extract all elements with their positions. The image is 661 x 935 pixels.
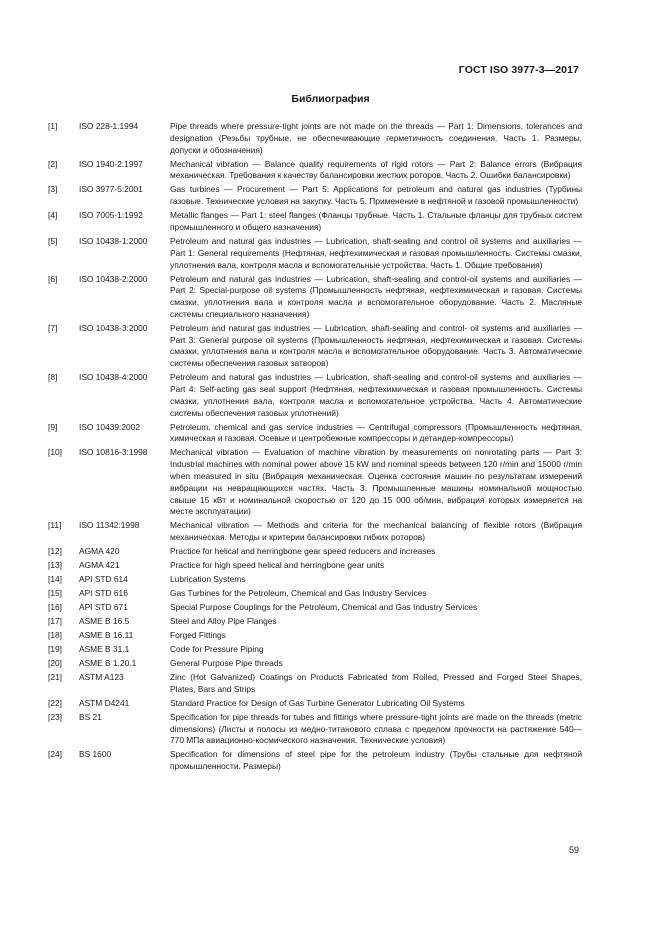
bibliography-entry [48, 630, 582, 642]
standard-code: ISO 10438-4:2000 [79, 372, 148, 383]
entry-number: [12] [48, 546, 62, 557]
entry-number: [19] [48, 644, 62, 655]
entry-number: [4] [48, 210, 58, 221]
entry-number: [24] [48, 749, 62, 760]
bibliography-entry [48, 372, 582, 419]
standard-code: API STD 671 [79, 602, 128, 613]
entry-description: Pipe threads where pressure-tight joints are not made on the threads — Part 1: Dimensions, tolerances and designation (Резьбы трубные, не обеспечивающие герметичность соединения. Часть 1. Размеры, допуски и обозначения) [170, 121, 582, 155]
entry-description: Mechanical vibration — Evaluation of machine vibration by measurements on nonrotating parts — Part 3: Industrial machines with nominal power above 15 kW and nominal speeds between 120 r/min and 15000 r/min when measured in situ (Вибрация механическая. Оценка состояния машин по результатам измерений вибрации на невращающихся частях. Часть 3. Промышленные машины номинальной мощностью свыше 15 кВт и номинальной скоростью от 120 до 15 000 об/мин, вибрация которых измеряется на месте эксплуатации) [170, 447, 582, 517]
standard-code: API STD 614 [79, 574, 128, 585]
standard-code: ASTM D4241 [79, 697, 130, 708]
bibliography-entry [48, 574, 582, 586]
entry-number: [8] [48, 372, 58, 383]
entry-number: [11] [48, 520, 62, 531]
entry-number: [13] [48, 560, 62, 571]
standard-code: ASME B 16.11 [79, 630, 134, 641]
bibliography-entry [48, 210, 582, 234]
entry-description: General Purpose Pipe threads [170, 658, 283, 669]
bibliography-entry [48, 749, 582, 773]
bibliography-entry [48, 274, 582, 321]
entry-number: [23] [48, 711, 62, 722]
standard-code: ISO 10438-3:2000 [79, 322, 148, 333]
entry-number: [3] [48, 184, 58, 195]
bibliography-entry [48, 323, 582, 370]
standard-code: AGMA 421 [79, 560, 120, 571]
standard-code: BS 21 [79, 711, 102, 722]
entry-description: Lubrication Systems [170, 574, 246, 585]
standard-code: ISO 7005-1:1992 [79, 210, 143, 221]
standard-code: ISO 10438-2:2000 [79, 273, 148, 284]
bibliography-title: Библиография [291, 93, 370, 105]
entry-number: [9] [48, 421, 58, 432]
entry-description: Practice for high speed helical and herringbone gear units [170, 560, 385, 571]
entry-description: Zinc (Hot Galvanized) Coatings on Products Fabricated from Rolled, Pressed and Forged Steel Shapes, Plates, Bars and Strips [170, 672, 582, 694]
standard-code: BS 1600 [79, 749, 112, 760]
entry-description: Code for Pressure Piping [170, 644, 264, 655]
entry-description: Metallic flanges — Part 1: steel flanges (Фланцы трубные. Часть 1. Стальные фланцы для трубных систем промышленного и общего назначения) [170, 210, 582, 232]
entry-description: Petroleum, chemical and gas service industries — Centrifugal compressors (Промышленность нефтяная, химическая и газовая. Осевые и центробежные компрессоры и детандер-компрессоры) [170, 421, 582, 444]
standard-code: ASTM A123 [79, 672, 124, 683]
entry-description: Standard Practice for Design of Gas Turbine Generator Lubricating Oil Systems [170, 697, 465, 708]
bibliography-entry [48, 447, 582, 518]
entry-number: [2] [48, 158, 58, 169]
bibliography-entry [48, 159, 582, 183]
entry-description: Petroleum and natural gas industries — Lubrication, shaft-sealing and control oil systems and auxiliaries — Part 1: General requirements (Нефтяная, нефтехимическая и газовая промышленность. Системы смазки, уплотнения вала, контроля масла и вспомогательные устройства. Часть 1. Общие требования) [170, 235, 582, 270]
standard-code: ISO 3977-5:2001 [79, 184, 143, 195]
standard-code: ISO 228-1:1994 [79, 121, 139, 131]
bibliography-entry [48, 236, 582, 271]
entry-description: Mechanical vibration — Methods and criteria for the mechanical balancing of flexible rotors (Вибрация механическая. Методы и критерии балансировки гибких роторов) [170, 520, 582, 543]
standard-code: ASME B 31.1 [79, 644, 130, 655]
entry-description: Petroleum and natural gas industries — Lubrication, shaft-sealing and control- oil systems and auxiliaries — Part 3: General purpose oil systems (Промышленность нефтяная, нефтехимическая и газовая. Системы смазки, уплотнения вала и контроля масла и вспомогательное оборудование. Часть 3. Автоматические системы обеспечения газовых затворов) [170, 322, 582, 369]
bibliography-entry [48, 698, 582, 710]
entry-number: [14] [48, 574, 62, 585]
bibliography-entry [48, 658, 582, 670]
entry-number: [10] [48, 447, 62, 458]
standard-code: ISO 1940-2:1997 [79, 158, 143, 169]
standard-code: ISO 10438-1:2000 [79, 235, 148, 246]
entry-description: Steel and Alloy Pipe Flanges [170, 616, 277, 627]
entry-description: Specification for dimensions of steel pipe for the petroleum industry (Трубы стальные для нефтяной промышленности. Размеры) [170, 749, 582, 772]
standard-code: ASME B 1.20.1 [79, 658, 137, 669]
entry-number: [16] [48, 602, 62, 613]
bibliography-entry [48, 520, 582, 544]
standard-code: ISO 10816-3:1998 [79, 447, 148, 458]
bibliography-entry [48, 560, 582, 572]
bibliography-entry [48, 644, 582, 656]
entry-number: [7] [48, 322, 58, 333]
bibliography-entry [48, 546, 582, 558]
entry-number: [6] [48, 273, 58, 284]
bibliography-entry [48, 121, 582, 156]
bibliography-entry [48, 672, 582, 696]
entry-description: Forged Fittings [170, 630, 226, 641]
entry-description: Petroleum and natural gas industries — Lubrication, shaft-sealing and control-oil systems and auxiliaries — Part 2: Special-purpose oil systems (Промышленность нефтяная, нефтехимическая и газовая. Системы смазки, уплотнения вала и контроля масла и вспомогательное оборудование. Часть 2. Масляные системы специального назначения) [170, 273, 582, 319]
page-number: 59 [568, 845, 579, 855]
entry-number: [21] [48, 672, 62, 683]
standard-code: ISO 11342:1998 [79, 520, 140, 531]
entry-number: [20] [48, 658, 62, 669]
bibliography-entry [48, 422, 582, 446]
bibliography-list [48, 121, 582, 775]
bibliography-entry [48, 616, 582, 628]
standard-code: ISO 10439:2002 [79, 421, 141, 432]
bibliography-entry [48, 184, 582, 208]
entry-description: Special Purpose Couplings for the Petroleum, Chemical and Gas Industry Services [170, 602, 478, 613]
entry-number: [18] [48, 630, 62, 641]
entry-number: [1] [48, 121, 58, 131]
standard-code: AGMA 420 [79, 546, 120, 557]
entry-description: Practice for helical and herringbone gear speed reducers and increases [170, 546, 436, 557]
entry-description: Mechanical vibration — Balance quality requirements of rigid rotors — Part 2: Balance errors (Вибрация механическая. Требования к качеству балансировки жестких роторов. Часть 2. Ошибки балансировки) [170, 158, 582, 181]
entry-description: Gas Turbines for the Petroleum, Chemical and Gas Industry Services [170, 588, 427, 599]
standard-number-header: ГОСТ ISO 3977-3—2017 [458, 64, 579, 76]
entry-description: Petroleum and natural gas industries — Lubrication, shaft-sealing and control-oil systems and auxiliaries — Part 4: Self-acting gas seal support (Нефтяная, нефтехимическая и газовая промышленность. Системы смазки, уплотнения вала, контроля масла и вспомогательное устройства. Часть 4. Автоматические системы обеспечения газовых уплотнений) [170, 372, 582, 418]
standard-code: ASME B 16.5 [79, 616, 130, 627]
entry-number: [5] [48, 235, 58, 246]
entry-number: [17] [48, 616, 62, 627]
standard-code: API STD 616 [79, 588, 128, 599]
entry-description: Gas turbines — Procurement — Part 5: Applications for petroleum and natural gas industries (Турбины газовые. Технические условия на закупку. Часть 5. Применение в нефтяной и газовой промышленности) [170, 184, 582, 207]
entry-description: Specification for pipe threads for tubes and fittings where pressure-tight joints are made on the threads (metric dimensions) (Листы и полосы из медно-титанового сплава с пределом прочности на растяжение 540—770 МПа авиационно-космического назначения. Технические условия) [170, 711, 582, 746]
entry-number: [15] [48, 588, 62, 599]
bibliography-entry [48, 602, 582, 614]
entry-number: [22] [48, 697, 62, 708]
bibliography-entry [48, 588, 582, 600]
bibliography-entry [48, 712, 582, 747]
